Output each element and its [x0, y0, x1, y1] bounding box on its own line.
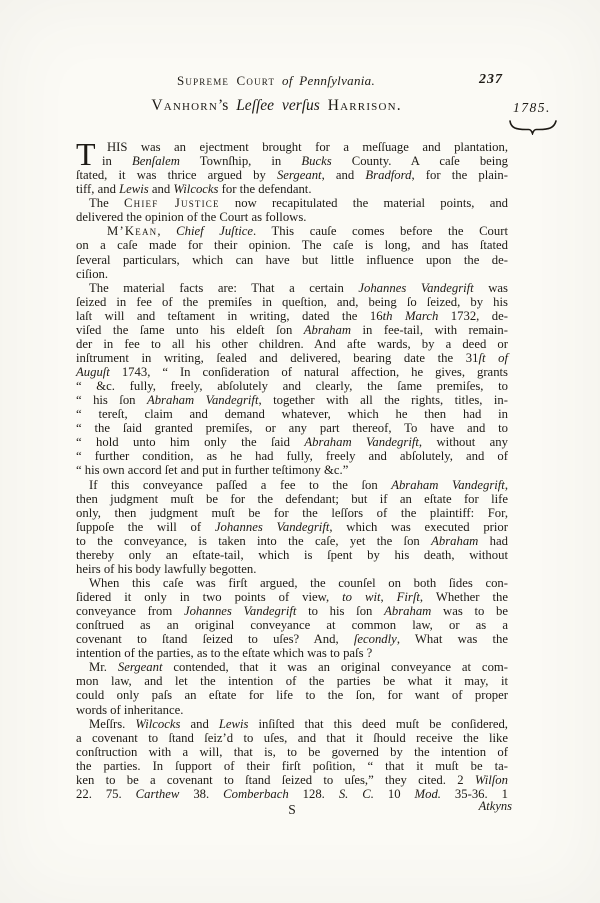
text-line: tiff, and Lewis and Wilcocks for the defendant. [76, 182, 312, 197]
text-line: Mr. Sergeant contended, that it was an original conveyance at com- [89, 660, 509, 675]
text-line: on a caſe made for their opinion. The caſe is long, and has ſtated [76, 238, 508, 253]
text-line: conveyance from Johannes Vandegrift to his ſon Abraham was to be [76, 604, 509, 619]
text-line: to the conveyance, is taken into the caſe, yet the ſon Abraham had [76, 533, 508, 548]
text-line: conſtrued as an original conveyance at common law, or as a [76, 618, 508, 633]
text-line: “ &c. fully, freely, abſolutely and clearly, the ſame premiſes, to [76, 379, 508, 394]
text-line: “ tereſt, claim and demand whatever, which he then had in [76, 407, 508, 422]
text-line: If this conveyance paſſed a fee to the ſon Abraham Vandegrift, [89, 477, 508, 492]
text-line: viſed the ſame unto his eldeſt ſon Abraham in fee-tail, with remain- [76, 322, 508, 337]
text-line: der in fee to all his other children. And afte wards, by a deed or [76, 336, 508, 351]
text-line: only, then judgment muſt be for the leſſors of the plaintiff: For, [76, 505, 508, 520]
catchword: Atkyns [478, 799, 512, 813]
text-line: The Chief Justice now recapitulated the material points, and [89, 196, 509, 211]
text-line: “ his own accord ſet and put in further teſtimony &c.” [76, 463, 349, 478]
text-line: “ hold unto him only the ſaid Abraham Vandegrift, without any [76, 435, 508, 450]
text-line: the parties. In ſupport of their firſt poſition, “ that it muſt be ta- [76, 758, 508, 773]
text-line: intention of the parties, as to the eſtate which was to paſs ? [76, 646, 373, 661]
text-line: thereby only an eſtate-tail, which is ſpent by his death, without [76, 547, 508, 562]
body-text [76, 136, 509, 801]
text-line: When this caſe was firſt argued, the counſel on both ſides con- [89, 575, 508, 590]
text-line: could only paſs an eſtate for life to the ſon, for want of proper [76, 688, 508, 703]
text-line: ken to be a covenant to ſtand ſeized to uſes,” they cited. 2 Wilſon [76, 772, 508, 787]
case-title: Vanhorn’s Leſſee verſus Harrison. [151, 97, 401, 114]
text-line: 22. 75. Carthew 38. Comberbach 128. S. C. 10 Mod. 35-36. 1 [76, 786, 509, 801]
text-line: ſuppoſe the will of Johannes Vandegrift, which was executed prior [76, 519, 509, 534]
text-line: delivered the opinion of the Court as follows. [76, 210, 307, 225]
text-line: ſeized in fee of the premiſes in queſtion, and, being ſo ſeized, by his [76, 294, 508, 309]
text-line: Auguſt 1743, “ In conſideration of natural affection, he gives, grants [76, 365, 508, 379]
text-line: mon law, and let the intention of the parties be what it may, it [76, 674, 508, 689]
text-line: conſtruction with a will, that is, to be governed by the intention of [76, 744, 508, 759]
text-line: ciſion. [76, 266, 109, 281]
text-line: covenant to ſtand ſeized to uſes? And, ſecondly, What was the [76, 632, 508, 647]
text-line: Meſſrs. Wilcocks and Lewis inſiſted that this deed muſt be conſidered, [89, 716, 508, 731]
text-line: laſt will and teſtament in writing, dated the 16th March 1732, de- [76, 308, 509, 323]
text-line: The material facts are: That a certain Johannes Vandegrift was [89, 280, 508, 295]
text-line: HIS was an ejectment brought for a meſſuage and plantation, [107, 140, 508, 154]
drop-cap: T [76, 136, 96, 172]
text-line: ſtated, it was thrice argued by Sergeant, and Bradford, for the plain- [76, 168, 509, 183]
text-line: words of inheritance. [76, 702, 184, 717]
text-line: then judgment muſt be for the defendant; but if an eſtate for life [76, 491, 508, 506]
text-line: heirs of his body lawfully begotten. [76, 561, 257, 576]
text-line: M’Kean, Chief Juſtice. This cauſe comes before the Court [107, 224, 508, 239]
text-line: “ the ſaid granted premiſes, or any part thereof, To have and to [76, 421, 508, 436]
bottom-curly-brace-icon [507, 119, 559, 140]
folio-number: 237 [479, 72, 503, 87]
signature-mark: S [288, 802, 296, 817]
text-line: in Benſalem Townſhip, in Bucks County. A caſe being [102, 154, 509, 169]
text-line: “ further condition, as he had fully, freely and abſolutely, and of [76, 449, 508, 464]
text-line: ſeveral particulars, which can have but little influence upon the de- [76, 252, 508, 267]
text-line: ſidered it only in two points of view, to wit, Firſt, Whether the [76, 590, 508, 604]
text-line: inſtrument in writing, ſealed and delivered, bearing date the 31ſt of [76, 350, 509, 365]
text-line: a covenant to ſtand ſeiz’d to uſes, and that it ſhould receive the like [76, 730, 508, 745]
text-line: “ his ſon Abraham Vandegrift, together with all the rights, titles, in- [76, 393, 508, 408]
running-header: Supreme Court of Pennſylvania. [176, 73, 376, 88]
margin-year-label: 1785. [513, 100, 551, 115]
